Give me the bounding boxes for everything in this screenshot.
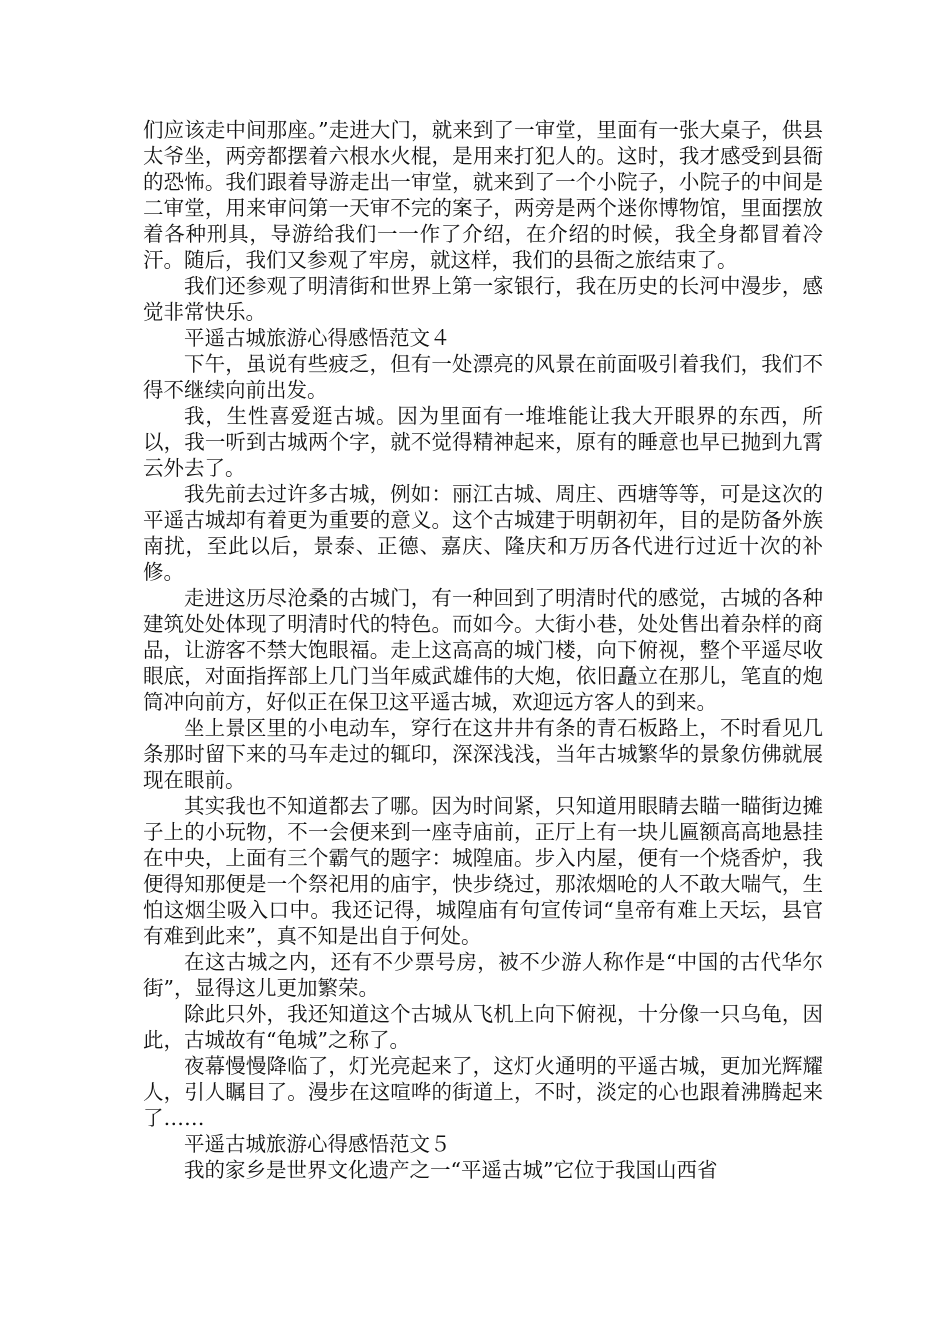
paragraph-continuation: 们应该走中间那座。”走进大门，就来到了一审堂，里面有一张大桌子，供县太爷坐，两旁都摆着六根水火棍，是用来打犯人的。这时，我才感受到县衙的恐怖。我们跟着导游走出一审堂，就来到了一个小院子，小院子的中间是二审堂，用来审问第一天审不完的案子，两旁是两个迷你博物馆，里面摆放着各种刑具，导游给我们一一作了介绍，在介绍的时候，我全身都冒着冷汗。随后，我们又参观了牢房，就这样，我们的县衙之旅结束了。 [143, 118, 823, 272]
paragraph: 走进这历尽沧桑的古城门，有一种回到了明清时代的感觉，古城的各种建筑处处体现了明清时代的特色。而如今。大街小巷，处处售出着杂样的商品，让游客不禁大饱眼福。走上这高高的城门楼，向下俯视，整个平遥尽收眼底，对面指挥部上几门当年威武雄伟的大炮，依旧矗立在那儿，笔直的炮筒冲向前方，好似正在保卫这平遥古城，欢迎远方客人的到来。 [143, 586, 823, 714]
paragraph: 下午，虽说有些疲乏，但有一处漂亮的风景在前面吸引着我们，我们不得不继续向前出发。 [143, 352, 823, 402]
section-heading: 平遥古城旅游心得感悟范文４ [184, 326, 451, 350]
paragraph: 夜幕慢慢降临了，灯光亮起来了，这灯火通明的平遥古城，更加光辉耀人，引人瞩目了。漫步在这喧哗的街道上，不时，淡定的心也跟着沸腾起来了…… [143, 1054, 823, 1130]
paragraph: 我，生性喜爱逛古城。因为里面有一堆堆能让我大开眼界的东西，所以，我一听到古城两个字，就不觉得精神起来，原有的睡意也早已抛到九霄云外去了。 [143, 404, 823, 480]
paragraph: 我的家乡是世界文化遗产之一“平遥古城”它位于我国山西省 [184, 1158, 718, 1182]
paragraph: 除此只外，我还知道这个古城从飞机上向下俯视，十分像一只乌龟，因此，古城故有“龟城”之称了。 [143, 1002, 823, 1052]
paragraph: 坐上景区里的小电动车，穿行在这井井有条的青石板路上，不时看见几条那时留下来的马车走过的辄印，深深浅浅，当年古城繁华的景象仿佛就展现在眼前。 [143, 716, 823, 792]
paragraph: 我先前去过许多古城，例如：丽江古城、周庄、西塘等等，可是这次的平遥古城却有着更为重要的意义。这个古城建于明朝初年，目的是防备外族南扰，至此以后，景泰、正德、嘉庆、隆庆和万历各代进行过近十次的补修。 [143, 482, 823, 584]
document-page [143, 117, 823, 1183]
paragraph: 我们还参观了明清街和世界上第一家银行，我在历史的长河中漫步，感觉非常快乐。 [143, 274, 823, 324]
section-heading: 平遥古城旅游心得感悟范文５ [184, 1132, 451, 1156]
paragraph: 在这古城之内，还有不少票号房，被不少游人称作是“中国的古代华尔街”，显得这儿更加繁荣。 [143, 950, 823, 1000]
paragraph: 其实我也不知道都去了哪。因为时间紧，只知道用眼睛去瞄一瞄街边摊子上的小玩物，不一会便来到一座寺庙前，正厅上有一块儿匾额高高地悬挂在中央，上面有三个霸气的题字：城隍庙。步入内屋，便有一个烧香炉，我便得知那便是一个祭祀用的庙宇，快步绕过，那浓烟呛的人不敢大喘气，生怕这烟尘吸入口中。我还记得，城隍庙有句宣传词“皇帝有难上天坛，县官有难到此来”，真不知是出自于何处。 [143, 794, 823, 948]
